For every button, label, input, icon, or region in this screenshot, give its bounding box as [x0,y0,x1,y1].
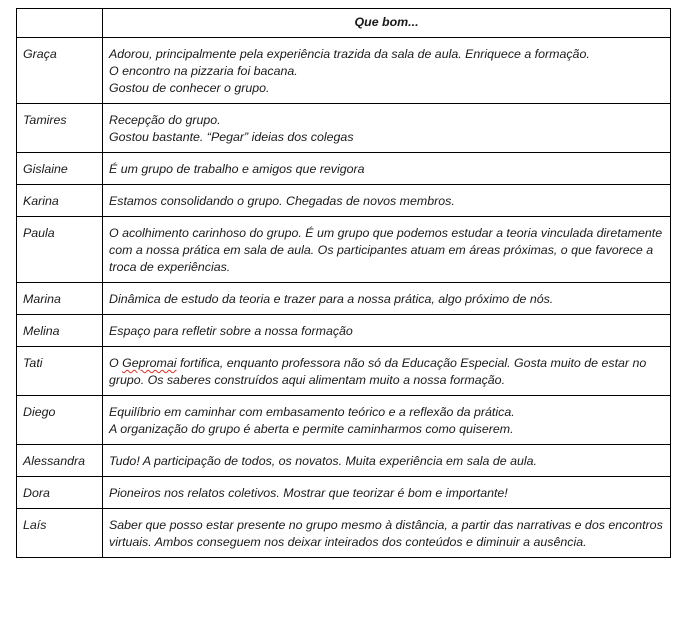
table-row [17,445,671,477]
comment-line: Tudo! A participação de todos, os novatos. Muita experiência em sala de aula. [109,454,537,468]
participant-comment [103,315,671,347]
participant-name: Diego [17,396,103,445]
participant-comment [103,217,671,283]
comment-line: Adorou, principalmente pela experiência trazida da sala de aula. Enriquece a formação. [109,47,590,61]
comment-line: Recepção do grupo. [109,113,221,127]
table-row [17,477,671,509]
participant-comment [103,396,671,445]
comment-line: Dinâmica de estudo da teoria e trazer para a nossa prática, algo próximo de nós. [109,292,554,306]
comment-line: É um grupo de trabalho e amigos que revigora [109,162,365,176]
comment-line: Gostou bastante. “Pegar” ideias dos colegas [109,130,354,144]
participant-comment [103,509,671,558]
participant-comment [103,104,671,153]
participant-name: Melina [17,315,103,347]
comment-line: O encontro na pizzaria foi bacana. [109,64,298,78]
participant-name: Alessandra [17,445,103,477]
comment-line: A organização do grupo é aberta e permite caminharmos como quiserem. [109,422,514,436]
comment-text-before: O [109,356,123,370]
comment-line: Pioneiros nos relatos coletivos. Mostrar que teorizar é bom e importante! [109,486,508,500]
table-row [17,396,671,445]
table-row [17,104,671,153]
participant-name: Paula [17,217,103,283]
table-row [17,38,671,104]
participant-comment [103,477,671,509]
table-row [17,217,671,283]
comment-line: Estamos consolidando o grupo. Chegadas de novos membros. [109,194,455,208]
participant-comment [103,185,671,217]
feedback-table [16,8,671,558]
table-row [17,509,671,558]
spellcheck-flagged-word: Gepromai [122,356,177,370]
comment-text-after: fortifica, enquanto professora não só da Educação Especial. Gosta muito de estar no grupo. Os saberes construídos aqui alimentam muito a nossa formação. [109,356,647,387]
participant-name: Tamires [17,104,103,153]
comment-line: Equilíbrio em caminhar com embasamento teórico e a reflexão da prática. [109,405,515,419]
participant-comment [103,347,671,396]
header-name-cell [17,9,103,38]
participant-comment [103,283,671,315]
participant-name: Tati [17,347,103,396]
participant-name: Dora [17,477,103,509]
table-row [17,153,671,185]
table-row [17,347,671,396]
participant-name: Marina [17,283,103,315]
comment-line: Saber que posso estar presente no grupo mesmo à distância, a partir das narrativas e dos encontros virtuais. Ambos conseguem nos deixar inteirados dos conteúdos e diminuir a ausência. [109,518,663,549]
table-row [17,283,671,315]
table-row [17,315,671,347]
participant-comment [103,38,671,104]
participant-name: Graça [17,38,103,104]
participant-comment [103,153,671,185]
header-title-cell: Que bom... [103,9,671,38]
table-header-row [17,9,671,38]
participant-name: Karina [17,185,103,217]
table-row [17,185,671,217]
participant-name: Gislaine [17,153,103,185]
comment-line: Espaço para refletir sobre a nossa formação [109,324,353,338]
participant-comment [103,445,671,477]
comment-line: O acolhimento carinhoso do grupo. É um grupo que podemos estudar a teoria vinculada diretamente com a nossa prática em sala de aula. Os participantes atuam em áreas próximas, o que favorece a troca de experiências. [109,226,663,274]
participant-name: Laís [17,509,103,558]
comment-line: Gostou de conhecer o grupo. [109,81,270,95]
